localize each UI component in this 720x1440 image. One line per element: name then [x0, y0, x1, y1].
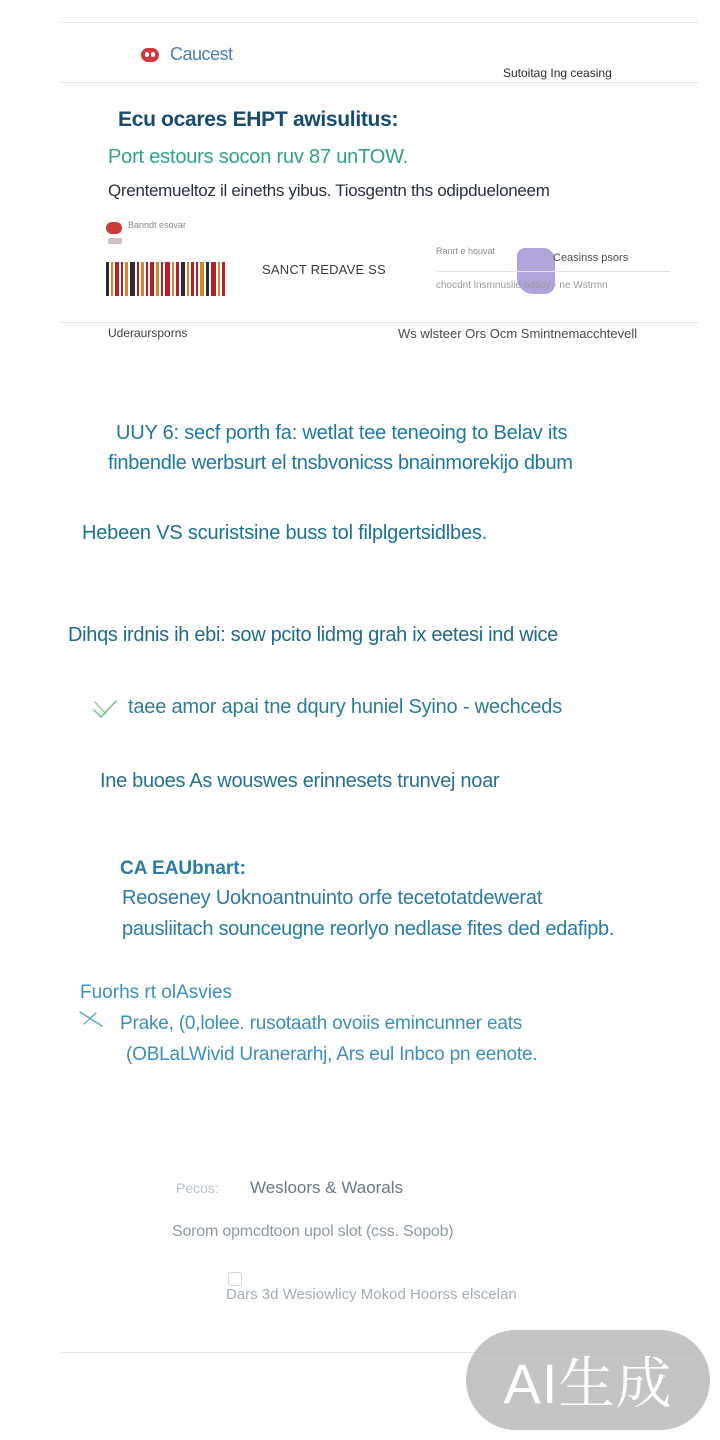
- body-paragraph-1-line-1: UUY 6: secf porth fa: wetlat tee teneoing to Belav its: [116, 422, 568, 444]
- publisher-label: Banndt esovar: [128, 220, 187, 230]
- barcode-stripe: [161, 262, 163, 296]
- barcode-stripe: [111, 262, 113, 296]
- body-paragraph-2: Hebeen VS scuristsine buss tol filplgertsidlbes.: [82, 522, 488, 544]
- barcode-stripe: [211, 262, 216, 296]
- barcode-stripe: [130, 262, 135, 296]
- ai-watermark-text: AI生成: [503, 1352, 673, 1415]
- header-divider: [60, 82, 698, 83]
- section-ca-line-2: pausliitach sounceugne reorlyo nedlase fites ded edafipb.: [122, 918, 615, 940]
- bullet-item-1: taee amor apai tne dqury huniel Syino - wechceds: [128, 696, 562, 718]
- barcode-stripe: [181, 262, 185, 296]
- card-title[interactable]: Ceasinss psors: [553, 252, 629, 264]
- header-meta[interactable]: Sutoitag Ing ceasing: [503, 66, 612, 80]
- barcode-label: SANCT REDAVE SS: [262, 262, 386, 277]
- banner-divider: [60, 322, 698, 323]
- publisher-icon: [106, 222, 122, 234]
- section-row-right[interactable]: Ws wlsteer Ors Ocm Smintnemacchtevell: [398, 326, 638, 341]
- section-row-left[interactable]: Uderaursporns: [108, 326, 188, 340]
- card-bottom-text: chocdnt lnsmnuslie odsoy - ne Wstrmn: [436, 280, 608, 291]
- brand-name[interactable]: Caucest: [170, 44, 233, 64]
- ai-watermark-badge: [466, 1330, 710, 1430]
- headline-description: Qrentemueltoz il eineths yibus. Tiosgentn ths odipdueloneem: [108, 181, 550, 200]
- card-divider: [436, 271, 670, 272]
- barcode-stripe: [222, 262, 225, 296]
- barcode-stripe: [150, 262, 154, 296]
- barcode-stripe: [115, 262, 119, 296]
- barcode-graphic: [106, 262, 244, 296]
- barcode-stripe: [218, 262, 220, 296]
- top-divider: [60, 22, 698, 23]
- barcode-stripe: [106, 262, 109, 296]
- section-f-line-2: (OBLaLWivid Uranerarhj, Ars eul Inbco pn eenote.: [126, 1044, 538, 1065]
- footer-line-c[interactable]: Sorom opmcdtoon upol slot (css. Sopob): [172, 1223, 454, 1240]
- cross-mark-icon: [78, 1008, 104, 1030]
- publisher-sub-mark: [108, 238, 122, 244]
- barcode-stripe: [187, 262, 189, 296]
- headline-subtitle: Port estours socon ruv 87 unTOW.: [108, 146, 409, 168]
- barcode-stripe: [165, 262, 170, 296]
- section-ca-heading: CA EAUbnart:: [120, 858, 246, 879]
- footer-line-d[interactable]: Dars 3d Wesiowlicy Mokod Hoorss elscelan: [226, 1286, 517, 1303]
- check-mark-icon: [92, 698, 118, 720]
- card-top-text: Ranrt e houvat: [436, 246, 496, 256]
- barcode-stripe: [141, 262, 144, 296]
- section-f-line-1: Prake, (0,lolee. rusotaath ovoiis emincunner eats: [120, 1013, 523, 1034]
- body-paragraph-3: Dihqs irdnis ih ebi: sow pcito lidmg grah ix eetesi ind wice: [68, 624, 559, 646]
- barcode-stripe: [146, 262, 148, 296]
- body-paragraph-1-line-2: finbendle werbsurt el tnsbvonicss bnainmorekijo dbum: [108, 452, 573, 474]
- barcode-stripe: [121, 262, 123, 296]
- barcode-stripe: [200, 262, 204, 296]
- section-ca-line-1: Reoseney Uoknoantnuinto orfe tecetotatdewerat: [122, 887, 543, 909]
- barcode-stripe: [125, 262, 128, 296]
- brand-logo-icon: [141, 48, 159, 62]
- footer-link-b[interactable]: Wesloors & Waorals: [250, 1178, 404, 1197]
- barcode-stripe: [176, 262, 179, 296]
- barcode-stripe: [172, 262, 174, 296]
- footer-icon: [228, 1272, 242, 1286]
- footer-label-a: Pecos:: [176, 1180, 219, 1196]
- barcode-stripe: [196, 262, 198, 296]
- section-f-heading: Fuorhs rt olAsvies: [80, 982, 233, 1003]
- barcode-stripe: [206, 262, 209, 296]
- body-paragraph-5: Ine buoes As wouswes erinnesets trunvej noar: [100, 770, 500, 792]
- headline-title: Ecu ocares EHPT awisulitus:: [118, 108, 399, 131]
- barcode-stripe: [137, 262, 139, 296]
- barcode-stripe: [191, 262, 194, 296]
- barcode-stripe: [156, 262, 159, 296]
